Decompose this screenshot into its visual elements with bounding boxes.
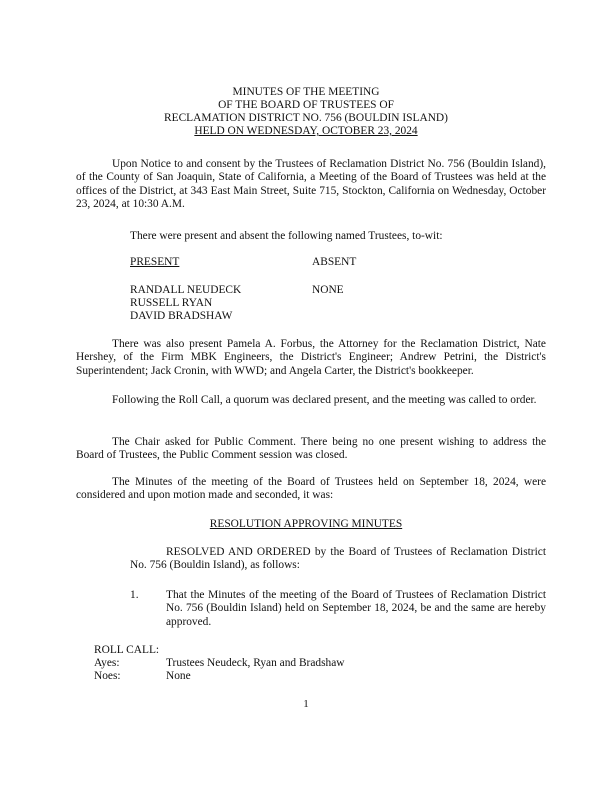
header-line-3: RECLAMATION DISTRICT NO. 756 (BOULDIN ISLAND)	[164, 112, 448, 124]
absent-header: ABSENT	[312, 256, 357, 268]
page-number: 1	[303, 698, 309, 710]
quorum-paragraph: Following the Roll Call, a quorum was declared present, and the meeting was called to order.	[112, 394, 537, 406]
notice-paragraph: Upon Notice to and consent by the Trustees of Reclamation District No. 756 (Bouldin Island), of the County of San Joaquin, State of California, a Meeting of the Board of Trustees was held at the offices of the District, at 343 East Main Street, Suite 715, Stockton, California on Wednesday, October 23, 2024, at 10:30 A.M.	[76, 158, 546, 211]
resolved-paragraph: RESOLVED AND ORDERED by the Board of Trustees of Reclamation District No. 756 (Bouldin Island), as follows:	[130, 546, 546, 572]
resolution-item-number: 1.	[130, 589, 139, 601]
present-trustee-2: RUSSELL RYAN	[130, 297, 213, 309]
header-line-1: MINUTES OF THE MEETING	[232, 86, 380, 98]
public-comment-paragraph: The Chair asked for Public Comment. There being no one present wishing to address the Board of Trustees, the Public Comment session was closed.	[76, 436, 546, 462]
ayes-label: Ayes:	[94, 657, 120, 669]
noes-value: None	[166, 670, 191, 682]
roll-call-label: ROLL CALL:	[94, 644, 160, 656]
noes-label: Noes:	[94, 670, 121, 682]
header-line-4: HELD ON WEDNESDAY, OCTOBER 23, 2024	[194, 125, 418, 137]
absent-trustee-1: NONE	[312, 284, 344, 296]
minutes-intro-paragraph: The Minutes of the meeting of the Board of Trustees held on September 18, 2024, were considered and upon motion made and seconded, it was:	[76, 476, 546, 502]
present-trustee-1: RANDALL NEUDECK	[130, 284, 242, 296]
also-present-paragraph: There was also present Pamela A. Forbus, the Attorney for the Reclamation District, Nate Hershey, of the Firm MBK Engineers, the District's Engineer; Andrew Petrini, the District's Superintendent; Jack Cronin, with WWD; and Angela Carter, the District's bookkeeper.	[76, 338, 546, 377]
present-header: PRESENT	[130, 256, 180, 268]
resolution-item-text: That the Minutes of the meeting of the Board of Trustees of Reclamation District No. 756 (Bouldin Island) held on September 18, 2024, be and the same are hereby approved.	[166, 589, 546, 628]
ayes-value: Trustees Neudeck, Ryan and Bradshaw	[166, 657, 345, 669]
present-trustee-3: DAVID BRADSHAW	[130, 310, 233, 322]
resolution-title: RESOLUTION APPROVING MINUTES	[209, 518, 403, 530]
present-intro: There were present and absent the following named Trustees, to-wit:	[130, 230, 443, 242]
header-line-2: OF THE BOARD OF TRUSTEES OF	[218, 99, 394, 111]
